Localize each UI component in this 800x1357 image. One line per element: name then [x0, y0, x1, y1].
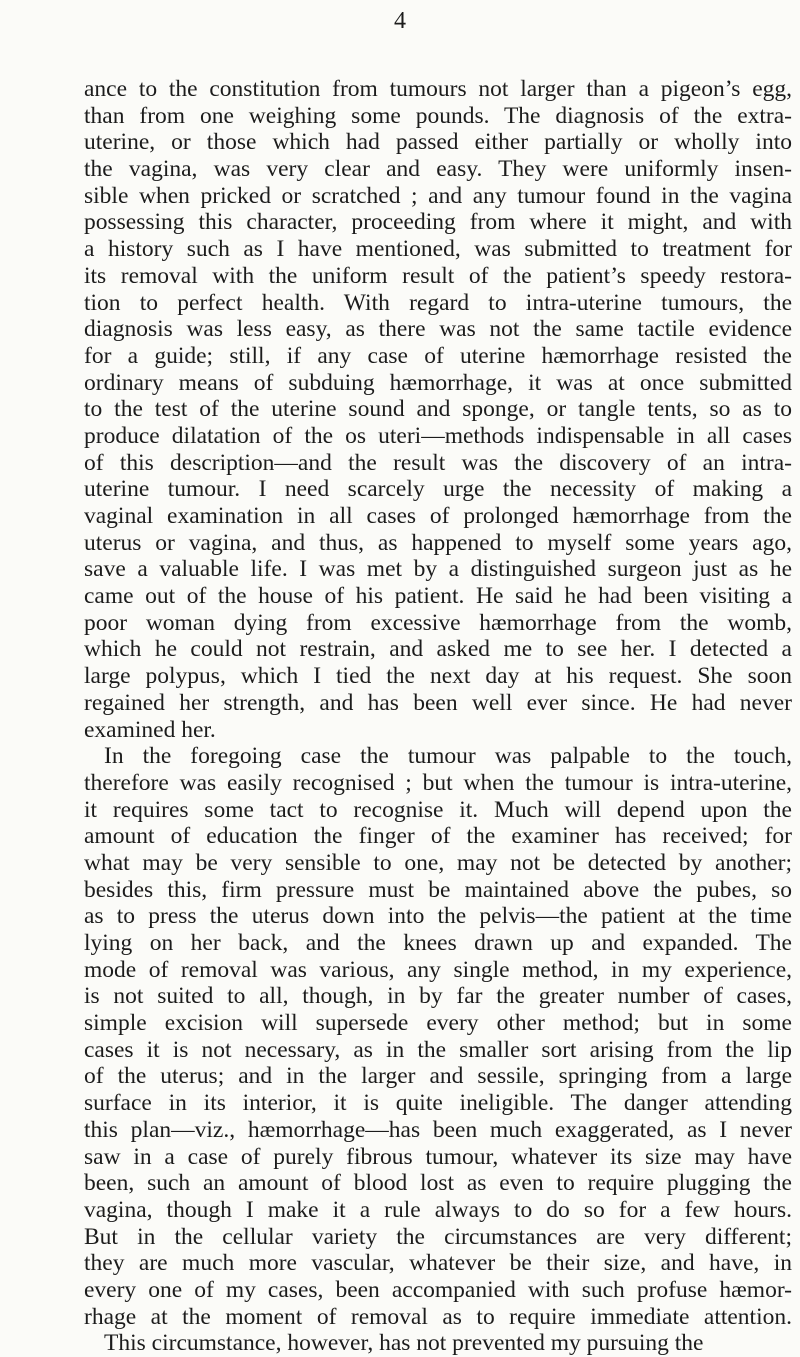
text-line: been, such an amount of blood lost as even to require plugging the [84, 1170, 792, 1197]
text-line: poor woman dying from excessive hæmorrhage from the womb, [84, 609, 792, 636]
text-line: besides this, firm pressure must be maintained above the pubes, so [84, 876, 792, 903]
text-line: lying on her back, and the knees drawn up and expanded. The [84, 930, 792, 956]
text-line: came out of the house of his patient. He said he had been visiting a [84, 583, 792, 610]
text-line: But in the cellular variety the circumstances are very different; [84, 1223, 792, 1250]
body-text [84, 76, 792, 1357]
text-line: In the foregoing case the tumour was palpable to the touch, [104, 743, 792, 770]
text-line: ordinary means of subduing hæmorrhage, it was at once submitted [84, 369, 792, 396]
text-line: surface in its interior, it is quite ineligible. The danger attending [84, 1090, 792, 1117]
text-line: regained her strength, and has been well ever since. He had never [84, 689, 792, 716]
text-line: it requires some tact to recognise it. Much will depend upon the [84, 796, 792, 823]
page-number: 4 [394, 8, 406, 34]
text-line: a history such as I have mentioned, was submitted to treatment for [84, 236, 792, 263]
text-line: saw in a case of purely fibrous tumour, whatever its size may have [84, 1143, 792, 1170]
text-line: its removal with the uniform result of the patient’s speedy restora- [84, 262, 792, 289]
text-line: what may be very sensible to one, may not be detected by another; [84, 849, 792, 876]
text-line: vaginal examination in all cases of prolonged hæmorrhage from the [84, 503, 792, 529]
text-line: ance to the constitution from tumours not larger than a pigeon’s egg, [84, 76, 792, 102]
text-line: than from one weighing some pounds. The diagnosis of the extra- [84, 102, 792, 129]
text-line: diagnosis was less easy, as there was not the same tactile evidence [84, 316, 792, 343]
text-line: is not suited to all, though, in by far the greater number of cases, [84, 983, 792, 1010]
text-line: for a guide; still, if any case of uterine hæmorrhage resisted the [84, 342, 792, 369]
text-line: uterus or vagina, and thus, as happened to myself some years ago, [84, 529, 792, 556]
text-line: therefore was easily recognised ; but when the tumour is intra-uterine, [84, 769, 792, 796]
text-line: of the uterus; and in the larger and sessile, springing from a large [84, 1063, 792, 1090]
text-line: of this description—and the result was the discovery of an intra- [84, 449, 792, 476]
text-line: rhage at the moment of removal as to require immediate attention. [84, 1303, 792, 1330]
text-line: This circumstance, however, has not prevented my pursuing the [104, 1330, 704, 1357]
text-line: vagina, though I make it a rule always to do so for a few hours. [84, 1196, 792, 1223]
text-line: every one of my cases, been accompanied with such profuse hæmor- [84, 1276, 792, 1303]
text-line: as to press the uterus down into the pelvis—the patient at the time [84, 903, 792, 930]
text-line: large polypus, which I tied the next day at his request. She soon [84, 663, 792, 690]
text-line: mode of removal was various, any single method, in my experience, [84, 956, 792, 983]
text-line: this plan—viz., hæmorrhage—has been much exaggerated, as I never [84, 1116, 792, 1143]
text-line: amount of education the finger of the examiner has received; for [84, 823, 792, 850]
text-line: cases it is not necessary, as in the smaller sort arising from the lip [84, 1036, 792, 1063]
text-line: sible when pricked or scratched ; and any tumour found in the vagina [84, 182, 792, 209]
text-line: they are much more vascular, whatever be their size, and have, in [84, 1250, 792, 1277]
text-line: which he could not restrain, and asked me to see her. I detected a [84, 636, 792, 663]
text-line: uterine tumour. I need scarcely urge the necessity of making a [84, 476, 792, 503]
text-line: tion to perfect health. With regard to intra-uterine tumours, the [84, 289, 792, 316]
text-line: save a valuable life. I was met by a distinguished surgeon just as he [84, 556, 792, 583]
text-line: uterine, or those which had passed either partially or wholly into [84, 129, 792, 156]
text-line: examined her. [84, 716, 216, 743]
text-line: simple excision will supersede every other method; but in some [84, 1010, 792, 1037]
text-line: possessing this character, proceeding from where it might, and with [84, 209, 792, 236]
text-line: the vagina, was very clear and easy. They were uniformly insen- [84, 156, 792, 183]
text-line: produce dilatation of the os uteri—methods indispensable in all cases [84, 422, 792, 449]
text-line: to the test of the uterine sound and sponge, or tangle tents, so as to [84, 396, 792, 423]
